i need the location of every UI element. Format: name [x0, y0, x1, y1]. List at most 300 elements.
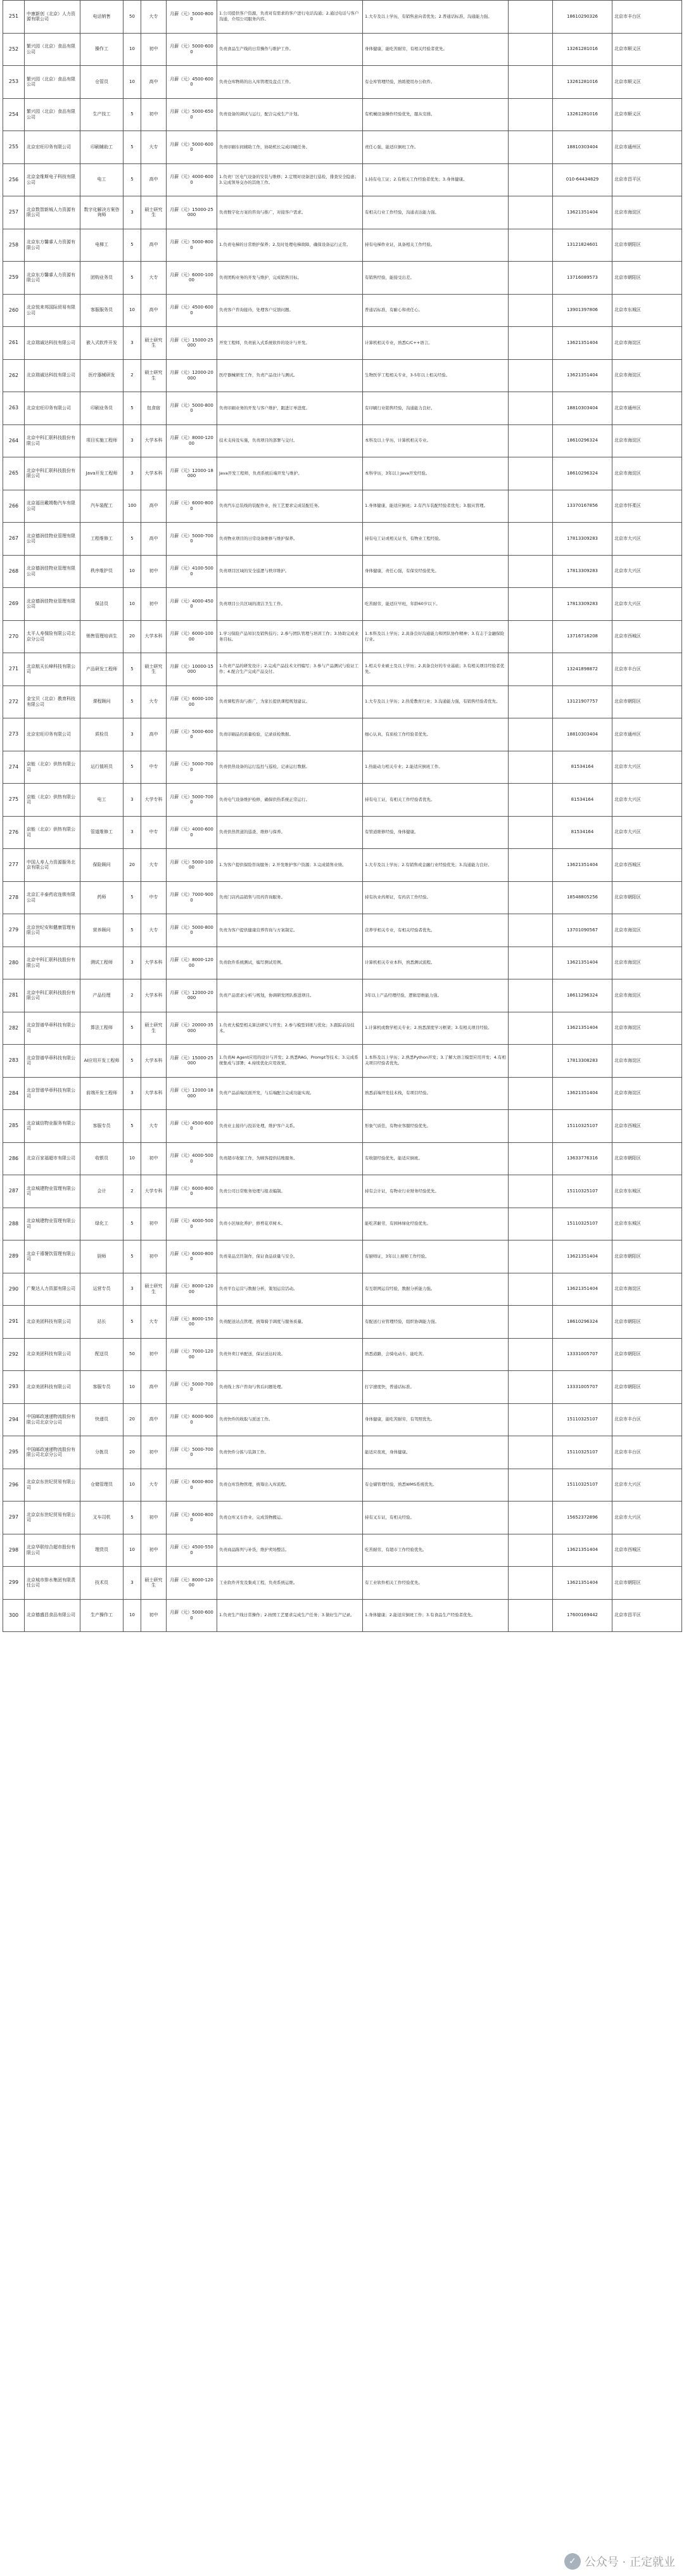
contact-phone: 13331005707	[553, 1371, 612, 1404]
work-address: 北京市海淀区	[612, 327, 682, 360]
salary: 月薪（元）4100-5000	[167, 555, 217, 588]
position-name: 课程顾问	[80, 685, 124, 718]
job-requirements: 责任心强，能适应倒班工作。	[363, 131, 509, 164]
education: 大学专科	[141, 1175, 167, 1208]
headcount: 50	[124, 1, 141, 34]
job-duties: 负责项目区域的安全巡逻与秩序维护。	[217, 555, 363, 588]
position-name: 印刷辅助工	[80, 131, 124, 164]
salary: 月薪（元）6000-10000	[167, 685, 217, 718]
contact-person	[509, 1502, 553, 1534]
position-name: 药师	[80, 881, 124, 914]
row-number: 294	[3, 1403, 25, 1436]
salary: 月薪（元）4000-4500	[167, 588, 217, 621]
work-address: 北京市海淀区	[612, 424, 682, 457]
headcount: 3	[124, 784, 141, 817]
work-address: 北京市东城区	[612, 1208, 682, 1240]
position-name: 汽车装配工	[80, 490, 124, 523]
salary: 月薪（元）5000-8000	[167, 914, 217, 947]
company-name: 北京智谱华章科技有限公司	[25, 1077, 80, 1110]
headcount: 3	[124, 1273, 141, 1306]
headcount: 5	[124, 392, 141, 425]
contact-person	[509, 392, 553, 425]
row-number: 288	[3, 1208, 25, 1240]
row-number: 280	[3, 947, 25, 979]
company-name: 中康新创（北京）人力资源有限公司	[25, 1, 80, 34]
education: 大专	[141, 914, 167, 947]
contact-phone: 18610296324	[553, 457, 612, 490]
position-name: 运行值班员	[80, 751, 124, 784]
headcount: 5	[124, 262, 141, 295]
table-row	[3, 1110, 682, 1143]
company-name: 北京德润佳物业管理有限公司	[25, 523, 80, 556]
job-duties: 负责产品需求分析与规划，协调研发团队推进项目。	[217, 979, 363, 1012]
work-address: 北京市东城区	[612, 1175, 682, 1208]
job-duties: 负责印刷业务的开发与客户维护，跟进订单进度。	[217, 392, 363, 425]
contact-phone: 13621351404	[553, 196, 612, 229]
table-row	[3, 1338, 682, 1371]
position-name: 电梯工	[80, 229, 124, 262]
education: 大专	[141, 1, 167, 34]
position-name: 客服专员	[80, 1110, 124, 1143]
contact-person	[509, 1045, 553, 1078]
table-row	[3, 1599, 682, 1632]
position-name: 销售管理培训生	[80, 620, 124, 653]
table-row	[3, 1175, 682, 1208]
job-requirements: 持有电工证或相关证书，有物业工程经验。	[363, 523, 509, 556]
salary: 月薪（元）12000-20000	[167, 979, 217, 1012]
contact-person	[509, 816, 553, 849]
contact-person	[509, 229, 553, 262]
position-name: 生产技工	[80, 98, 124, 131]
work-address: 北京市大兴区	[612, 816, 682, 849]
contact-person	[509, 1469, 553, 1502]
row-number: 298	[3, 1534, 25, 1567]
contact-person	[509, 98, 553, 131]
education: 包食宿	[141, 392, 167, 425]
company-name: 北京中科汇联科技股份有限公司	[25, 947, 80, 979]
salary: 月薪（元）4000-6000	[167, 816, 217, 849]
row-number: 277	[3, 849, 25, 882]
contact-person	[509, 1567, 553, 1600]
job-duties: 1.负责产品的研发设计；2.完成产品技术文档编写；3.参与产品测试与验证工作；4.配合生产完成产品交付。	[217, 653, 363, 686]
job-requirements: 有管道维修经验，身体健康。	[363, 816, 509, 849]
job-duties: 1.负责AI Agent应用的设计与开发；2.熟悉RAG、Prompt等技术；3.完成系统集成与部署；4.持续优化应用效果。	[217, 1045, 363, 1078]
job-requirements: 持有会计证，有物业行业财务经验优先。	[363, 1175, 509, 1208]
table-row	[3, 751, 682, 784]
headcount: 5	[124, 131, 141, 164]
education: 硕士研究生	[141, 196, 167, 229]
contact-person	[509, 1012, 553, 1045]
job-duties: 负责印刷品的质量检验，记录质检数据。	[217, 718, 363, 751]
row-number: 279	[3, 914, 25, 947]
position-name: 仓储管理员	[80, 1469, 124, 1502]
job-requirements: 1.热能动力相关专业；2.能适应倒班工作。	[363, 751, 509, 784]
table-row	[3, 523, 682, 556]
work-address: 北京市顺义区	[612, 33, 682, 66]
work-address: 北京市丰台区	[612, 653, 682, 686]
contact-phone: 13621351404	[553, 1012, 612, 1045]
row-number: 297	[3, 1502, 25, 1534]
education: 初中	[141, 555, 167, 588]
job-duties: 负责小区绿化养护，修剪花草树木。	[217, 1208, 363, 1240]
salary: 月薪（元）4500-6000	[167, 294, 217, 327]
work-address: 北京市大兴区	[612, 523, 682, 556]
table-row	[3, 327, 682, 360]
table-row	[3, 979, 682, 1012]
salary: 月薪（元）5000-7000	[167, 751, 217, 784]
contact-phone: 13716716208	[553, 620, 612, 653]
job-duties: 负责产品前端页面开发，与后端配合完成功能实现。	[217, 1077, 363, 1110]
contact-person	[509, 359, 553, 392]
watermark-text: 公众号 · 正定就业	[584, 2556, 675, 2569]
education: 硕士研究生	[141, 327, 167, 360]
headcount: 5	[124, 653, 141, 686]
row-number: 272	[3, 685, 25, 718]
job-requirements: 持有执业药师证，有药店工作经验。	[363, 881, 509, 914]
job-requirements: 1.相关专业硕士及以上学历；2.具备良好的专业基础；3.有相关项目经验者优先。	[363, 653, 509, 686]
company-name: 北京京东世纪贸易有限公司	[25, 1469, 80, 1502]
job-duties: 负责仓库货物管理，统筹出入库流程。	[217, 1469, 363, 1502]
contact-person	[509, 523, 553, 556]
contact-person	[509, 1142, 553, 1175]
position-name: 厨师	[80, 1240, 124, 1273]
position-name: 电话销售	[80, 1, 124, 34]
contact-phone: 13621351404	[553, 327, 612, 360]
job-listing-table	[3, 0, 682, 1632]
contact-person	[509, 849, 553, 882]
contact-phone: 13621351404	[553, 849, 612, 882]
contact-phone: 13621351404	[553, 1273, 612, 1306]
contact-phone: 13621351404	[553, 1077, 612, 1110]
headcount: 5	[124, 1306, 141, 1339]
position-name: 管道维修工	[80, 816, 124, 849]
job-duties: 负责项目公共区域的清洁卫生工作。	[217, 588, 363, 621]
headcount: 50	[124, 1338, 141, 1371]
headcount: 20	[124, 1436, 141, 1469]
education: 初中	[141, 1240, 167, 1273]
table-row	[3, 1077, 682, 1110]
position-name: 秩序维护员	[80, 555, 124, 588]
work-address: 北京市东城区	[612, 294, 682, 327]
table-row	[3, 33, 682, 66]
work-address: 北京市大兴区	[612, 784, 682, 817]
work-address: 北京市昌平区	[612, 163, 682, 196]
row-number: 300	[3, 1599, 25, 1632]
row-number: 267	[3, 523, 25, 556]
headcount: 10	[124, 1599, 141, 1632]
table-row	[3, 262, 682, 295]
position-name: 叉车司机	[80, 1502, 124, 1534]
table-row	[3, 131, 682, 164]
education: 高中	[141, 229, 167, 262]
headcount: 5	[124, 914, 141, 947]
position-name: 会计	[80, 1175, 124, 1208]
contact-person	[509, 327, 553, 360]
job-requirements: 1.计算机或数学相关专业；2.熟悉深度学习框架；3.有相关项目经验。	[363, 1012, 509, 1045]
salary: 月薪（元）6000-8000	[167, 1502, 217, 1534]
row-number: 256	[3, 163, 25, 196]
row-number: 268	[3, 555, 25, 588]
job-duties: 负责超市收银工作，为顾客提供结账服务。	[217, 1142, 363, 1175]
headcount: 5	[124, 523, 141, 556]
company-name: 北京悦来邦国际贸易有限公司	[25, 294, 80, 327]
row-number: 293	[3, 1371, 25, 1404]
position-name: AI应用开发工程师	[80, 1045, 124, 1078]
row-number: 271	[3, 653, 25, 686]
contact-person	[509, 1338, 553, 1371]
contact-phone: 18810303404	[553, 131, 612, 164]
education: 高中	[141, 718, 167, 751]
work-address: 北京市昌平区	[612, 1599, 682, 1632]
contact-person	[509, 1208, 553, 1240]
table-row	[3, 229, 682, 262]
job-requirements: 有收银经验优先，能适应倒班。	[363, 1142, 509, 1175]
job-requirements: 本科及以上学历，计算机相关专业。	[363, 424, 509, 457]
salary: 月薪（元）6000-8000	[167, 1469, 217, 1502]
headcount: 20	[124, 849, 141, 882]
company-name: 繁兴园（北京）食品有限公司	[25, 33, 80, 66]
education: 高中	[141, 1403, 167, 1436]
position-name: 配送员	[80, 1338, 124, 1371]
company-name: 北京东方馨睿人力资源有限公司	[25, 262, 80, 295]
salary: 月薪（元）5000-8000	[167, 1, 217, 34]
row-number: 285	[3, 1110, 25, 1143]
salary: 月薪（元）12000-20000	[167, 359, 217, 392]
table-row	[3, 1306, 682, 1339]
salary: 月薪（元）15000-25000	[167, 327, 217, 360]
contact-person	[509, 66, 553, 99]
table-row	[3, 849, 682, 882]
contact-person	[509, 685, 553, 718]
company-name: 繁兴园（北京）食品有限公司	[25, 98, 80, 131]
work-address: 北京市大兴区	[612, 1469, 682, 1502]
row-number: 262	[3, 359, 25, 392]
job-duties: 1.负责大模型相关算法研究与开发；2.参与模型训练与优化；3.跟踪前沿技术。	[217, 1012, 363, 1045]
table-row	[3, 653, 682, 686]
job-duties: 负责设备的调试与运行，配合完成生产计划。	[217, 98, 363, 131]
job-requirements: 有机械设备操作经验优先，服从安排。	[363, 98, 509, 131]
education: 硕士研究生	[141, 653, 167, 686]
education: 大学本科	[141, 979, 167, 1012]
contact-person	[509, 131, 553, 164]
contact-person	[509, 1077, 553, 1110]
job-requirements: 有仓储管理经验，熟悉WMS系统优先。	[363, 1469, 509, 1502]
contact-person	[509, 947, 553, 979]
education: 中专	[141, 881, 167, 914]
salary: 月薪（元）12000-18000	[167, 1077, 217, 1110]
education: 大学专科	[141, 784, 167, 817]
work-address: 北京市怀柔区	[612, 490, 682, 523]
company-name: 北京京东世纪贸易有限公司	[25, 1502, 80, 1534]
salary: 月薪（元）15000-25000	[167, 1045, 217, 1078]
contact-phone: 13121824601	[553, 229, 612, 262]
work-address: 北京市朝阳区	[612, 685, 682, 718]
salary: 月薪（元）5000-6000	[167, 33, 217, 66]
company-name: 中国邮政速递物流股份有限公司北京分公司	[25, 1403, 80, 1436]
job-requirements: 1.本科及以上学历；2.具备良好沟通能力和团队协作精神；3.有志于金融保险行业。	[363, 620, 509, 653]
contact-phone: 18610290326	[553, 1, 612, 34]
salary: 月薪（元）15000-25000	[167, 196, 217, 229]
row-number: 290	[3, 1273, 25, 1306]
job-requirements: 1.大专及以上学历；2.热爱教育行业；3.沟通能力强，有销售经验者优先。	[363, 685, 509, 718]
education: 中专	[141, 816, 167, 849]
row-number: 291	[3, 1306, 25, 1339]
headcount: 5	[124, 1110, 141, 1143]
salary: 月薪（元）7000-9000	[167, 881, 217, 914]
company-name: 北京福田戴姆勒汽车有限公司	[25, 490, 80, 523]
salary: 月薪（元）10000-15000	[167, 653, 217, 686]
company-name: 中国邮政速递物流股份有限公司北京分公司	[25, 1436, 80, 1469]
education: 初中	[141, 588, 167, 621]
salary: 月薪（元）7000-12000	[167, 1338, 217, 1371]
work-address: 北京市海淀区	[612, 1012, 682, 1045]
contact-phone: 17813309283	[553, 555, 612, 588]
job-requirements: 有厨师证，3年以上厨师工作经验。	[363, 1240, 509, 1273]
education: 大专	[141, 1110, 167, 1143]
table-row	[3, 294, 682, 327]
work-address: 北京市丰台区	[612, 1436, 682, 1469]
salary: 月薪（元）5000-6000	[167, 131, 217, 164]
job-duties: 负责快件的收取与派送工作。	[217, 1403, 363, 1436]
contact-phone: 15110325107	[553, 1175, 612, 1208]
work-address: 北京市海淀区	[612, 1077, 682, 1110]
position-name: 营养顾问	[80, 914, 124, 947]
salary: 月薪（元）5000-10000	[167, 849, 217, 882]
company-name: 北京数智新城人力资源有限公司	[25, 196, 80, 229]
company-name: 北京中科汇联科技股份有限公司	[25, 457, 80, 490]
salary: 月薪（元）6000-8000	[167, 490, 217, 523]
salary: 月薪（元）5000-6500	[167, 98, 217, 131]
row-number: 261	[3, 327, 25, 360]
job-requirements: 持有叉车证，有相关经验。	[363, 1502, 509, 1534]
headcount: 10	[124, 66, 141, 99]
headcount: 20	[124, 620, 141, 653]
education: 高中	[141, 523, 167, 556]
salary: 月薪（元）5000-7000	[167, 784, 217, 817]
contact-phone: 18611296324	[553, 979, 612, 1012]
education: 大专	[141, 131, 167, 164]
job-requirements: 打字速度快，普通话标准。	[363, 1371, 509, 1404]
contact-phone: 81534164	[553, 816, 612, 849]
salary: 月薪（元）6000-8000	[167, 1175, 217, 1208]
company-name: 广聚达人力资源有限公司	[25, 1273, 80, 1306]
salary: 月薪（元）4000-6000	[167, 163, 217, 196]
row-number: 255	[3, 131, 25, 164]
position-name: 客服服务员	[80, 294, 124, 327]
salary: 月薪（元）4500-6000	[167, 66, 217, 99]
position-name: 操作工	[80, 33, 124, 66]
salary: 月薪（元）4000-5000	[167, 1208, 217, 1240]
position-name: 生产操作工	[80, 1599, 124, 1632]
contact-phone: 81534164	[553, 751, 612, 784]
salary: 月薪（元）8000-12000	[167, 1567, 217, 1600]
table-row	[3, 359, 682, 392]
contact-person	[509, 1240, 553, 1273]
education: 初中	[141, 1338, 167, 1371]
position-name: 站长	[80, 1306, 124, 1339]
contact-phone: 15110325107	[553, 1436, 612, 1469]
row-number: 254	[3, 98, 25, 131]
table-row	[3, 947, 682, 979]
headcount: 5	[124, 229, 141, 262]
row-number: 292	[3, 1338, 25, 1371]
salary: 月薪（元）6000-10000	[167, 620, 217, 653]
job-requirements: 熟悉道路，会骑电动车，能吃苦。	[363, 1338, 509, 1371]
headcount: 10	[124, 1371, 141, 1404]
education: 大专	[141, 1306, 167, 1339]
row-number: 270	[3, 620, 25, 653]
row-number: 274	[3, 751, 25, 784]
salary: 月薪（元）5000-6000	[167, 1599, 217, 1632]
table-row	[3, 588, 682, 621]
contact-phone: 13331005707	[553, 1338, 612, 1371]
salary: 月薪（元）4500-5500	[167, 1534, 217, 1567]
table-row	[3, 1240, 682, 1273]
headcount: 5	[124, 1208, 141, 1240]
job-duties: 负责汽车总装线的装配作业，按工艺要求完成装配任务。	[217, 490, 363, 523]
contact-phone: 15110325107	[553, 1403, 612, 1436]
job-requirements: 1.大专及以上学历，有销售意向者优先；2.普通话标准，沟通能力强。	[363, 1, 509, 34]
work-address: 北京市朝阳区	[612, 229, 682, 262]
contact-person	[509, 424, 553, 457]
position-name: 技术员	[80, 1567, 124, 1600]
work-address: 北京市朝阳区	[612, 1142, 682, 1175]
row-number: 281	[3, 979, 25, 1012]
work-address: 北京市通州区	[612, 392, 682, 425]
education: 硕士研究生	[141, 1012, 167, 1045]
table-row	[3, 685, 682, 718]
job-requirements: 营养学相关专业，有相关经验者优先。	[363, 914, 509, 947]
job-duties: 技术支持及实施，负责项目的部署与交付。	[217, 424, 363, 457]
contact-phone: 13621351404	[553, 359, 612, 392]
education: 大学本科	[141, 424, 167, 457]
contact-phone: 010-64434829	[553, 163, 612, 196]
row-number: 275	[3, 784, 25, 817]
job-requirements: 本科学历，3年以上Java开发经验。	[363, 457, 509, 490]
education: 初中	[141, 1436, 167, 1469]
headcount: 5	[124, 1240, 141, 1273]
company-name: 北京诚信物业服务有限公司	[25, 1110, 80, 1143]
table-row	[3, 196, 682, 229]
contact-person	[509, 1273, 553, 1306]
job-duties: 医疗器械研发工作，负责产品设计与测试。	[217, 359, 363, 392]
job-duties: 负责数字化方案的咨询与推广，对接客户需求。	[217, 196, 363, 229]
table-row	[3, 98, 682, 131]
table-row	[3, 1012, 682, 1045]
job-requirements: 能适应夜班，身体健康。	[363, 1436, 509, 1469]
company-name: 金宝贝（北京）教育科技有限公司	[25, 685, 80, 718]
headcount: 3	[124, 196, 141, 229]
table-row	[3, 1273, 682, 1306]
wechat-icon: ✓	[564, 2553, 581, 2570]
contact-phone: 17600169442	[553, 1599, 612, 1632]
row-number: 263	[3, 392, 25, 425]
job-requirements: 细心认真，有质检工作经验者优先。	[363, 718, 509, 751]
education: 高中	[141, 490, 167, 523]
table-body	[3, 1, 682, 1632]
job-requirements: 1.本科及以上学历；2.熟悉Python开发；3.了解大语言模型应用开发；4.有相关项目经验者优先。	[363, 1045, 509, 1078]
job-requirements: 1.身体健康，能适应倒班；2.有汽车装配经验者优先；3.服从管理。	[363, 490, 509, 523]
education: 大学本科	[141, 620, 167, 653]
job-duties: 负责线上客户咨询与售后问题处理。	[217, 1371, 363, 1404]
headcount: 10	[124, 1142, 141, 1175]
position-name: 产品经理	[80, 979, 124, 1012]
education: 大专	[141, 685, 167, 718]
job-duties: 负责电气设备维护检修，确保供热系统正常运行。	[217, 784, 363, 817]
row-number: 259	[3, 262, 25, 295]
salary: 月薪（元）5000-8000	[167, 392, 217, 425]
position-name: 产品研发工程师	[80, 653, 124, 686]
